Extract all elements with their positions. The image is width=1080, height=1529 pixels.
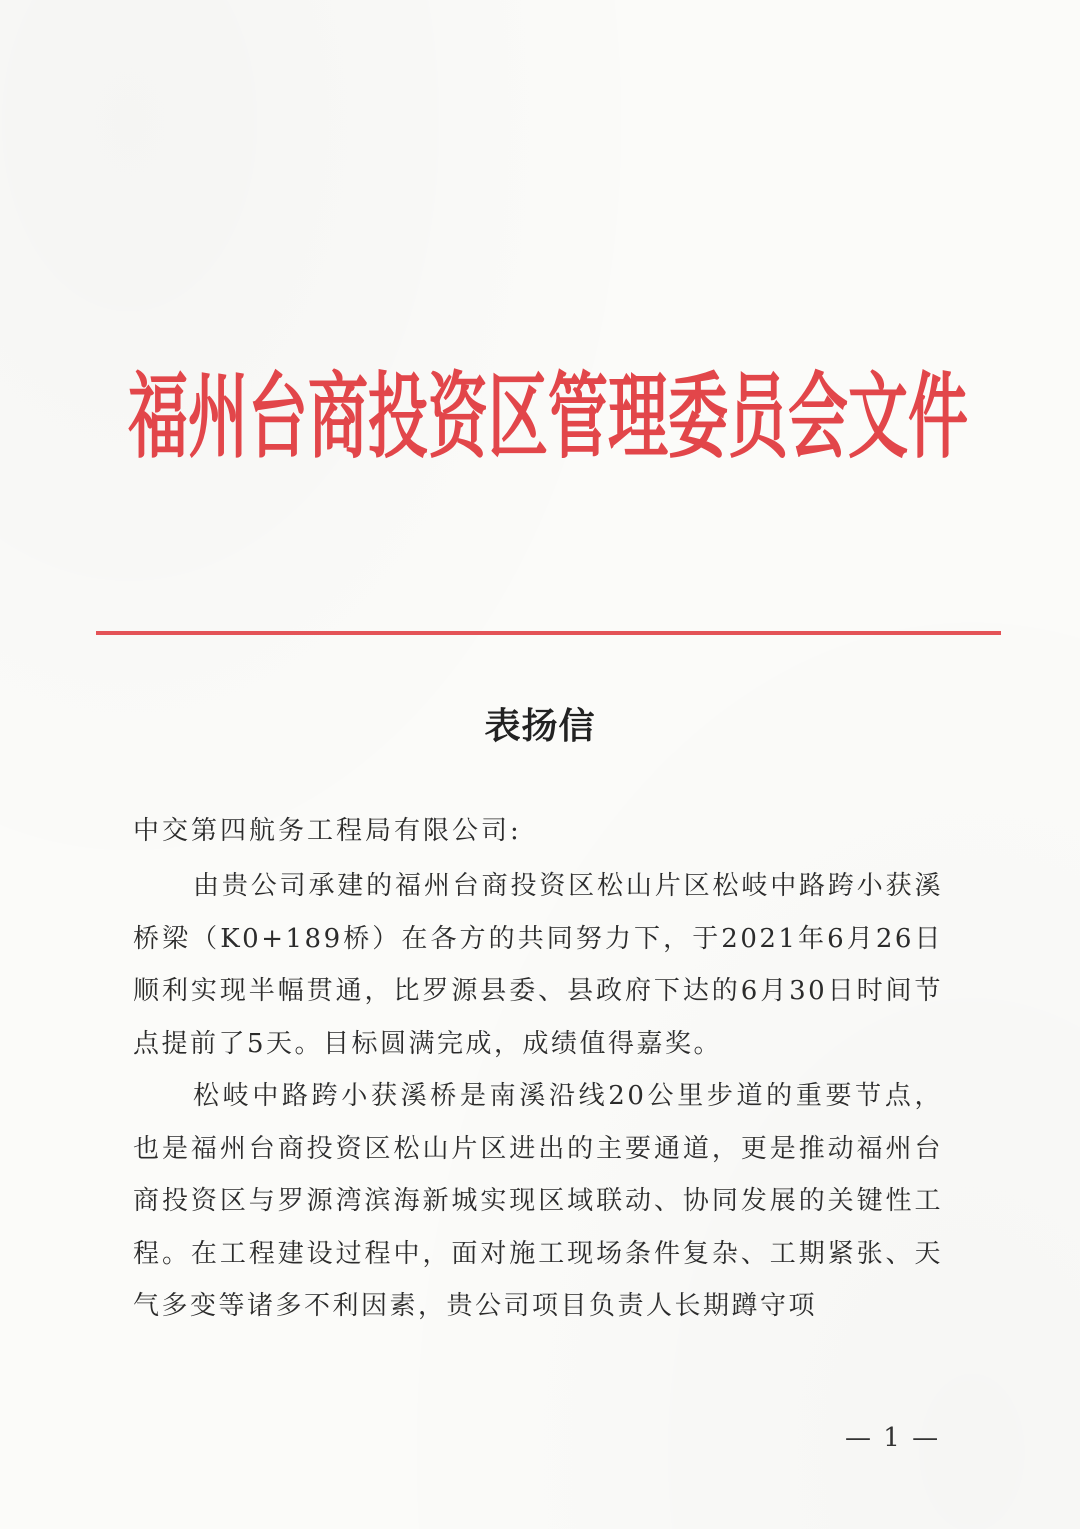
page-number: — 1 — <box>845 1423 941 1453</box>
salutation: 中交第四航务工程局有限公司: <box>133 816 522 846</box>
paragraph-1: 由贵公司承建的福州台商投资区松山片区松岐中路跨小获溪桥梁（K0+189桥）在各方的共同努力下，于2021年6月26日顺利实现半幅贯通，比罗源县委、县政府下达的6月30日时间节点提前了5天。目标圆满完成，成绩值得嘉奖。 <box>133 871 943 1059</box>
document-masthead: 福州台商投资区管理委员会文件 <box>128 363 968 472</box>
red-separator-line <box>96 631 1001 635</box>
letter-body <box>133 860 943 1333</box>
paragraph-2: 松岐中路跨小获溪桥是南溪沿线20公里步道的重要节点，也是福州台商投资区松山片区进出的主要通道，更是推动福州台商投资区与罗源湾滨海新城实现区域联动、协同发展的关键性工程。在工程建设过程中，面对施工现场条件复杂、工期紧张、天气多变等诸多不利因素，贵公司项目负责人长期蹲守项 <box>133 1081 943 1321</box>
document-title: 表扬信 <box>484 705 596 747</box>
